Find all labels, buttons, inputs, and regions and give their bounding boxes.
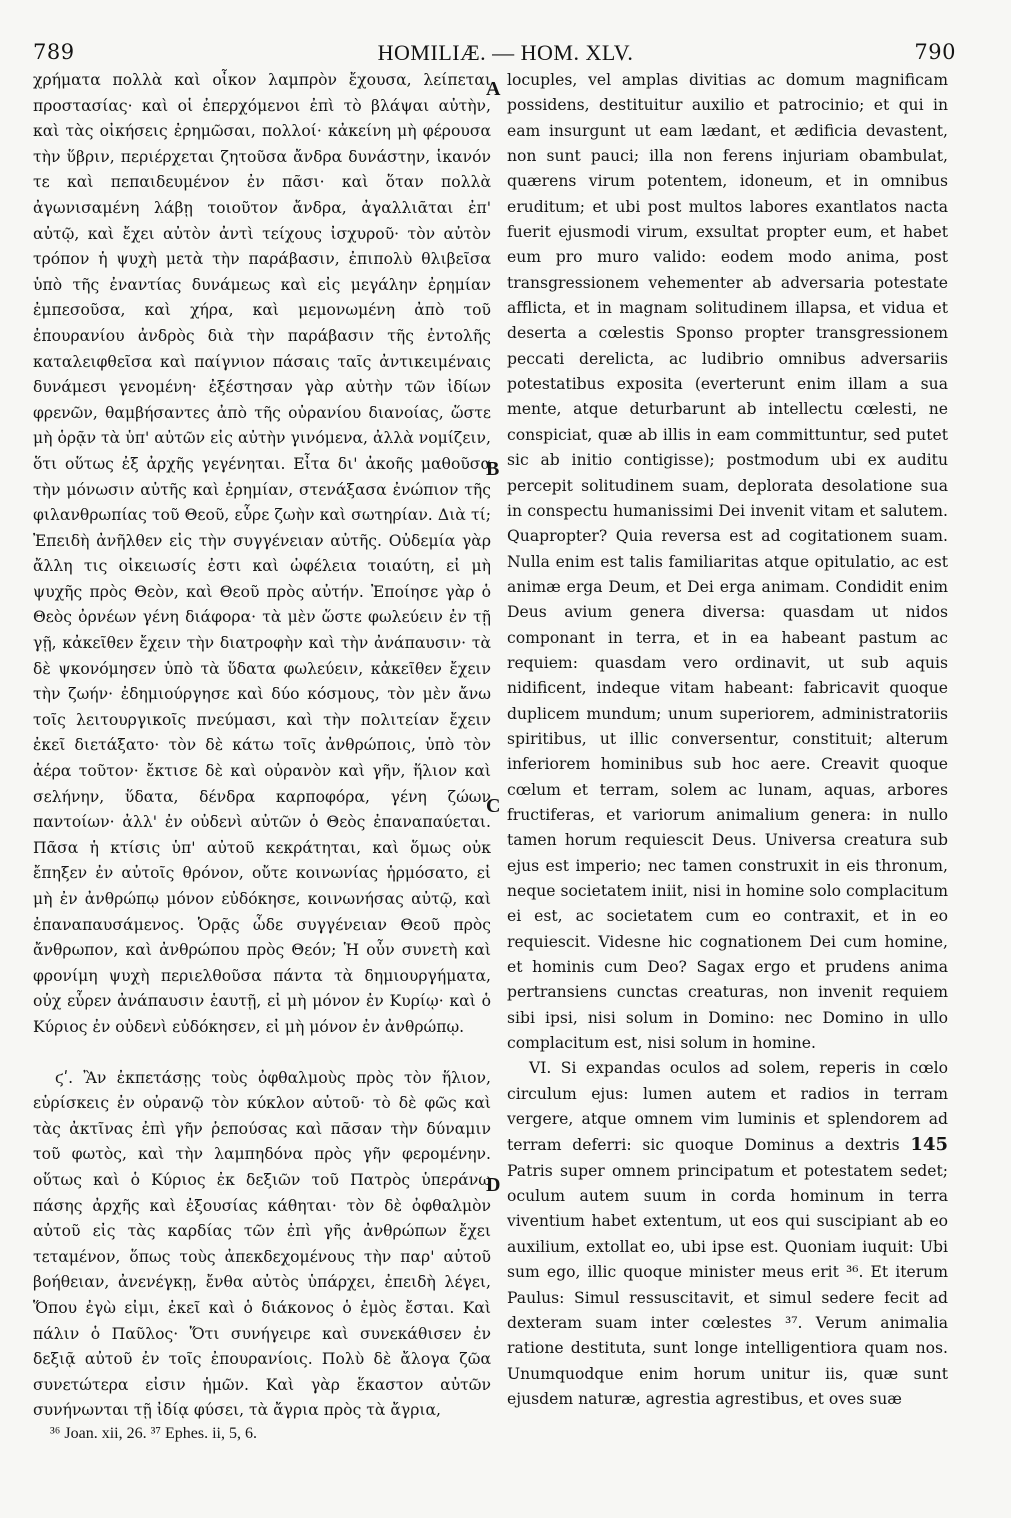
margin-letter-b: B [486,458,500,480]
footnotes: ³⁶ Joan. xii, 26. ³⁷ Ephes. ii, 5, 6. [50,1425,257,1442]
margin-letter-a: A [486,78,501,100]
page-header [0,40,1011,68]
greek-paragraph-1: χρήματα πολλὰ καὶ οἶκον λαμπρὸν ἔχουσα, λείπεται προστασίας· καὶ οἱ ἐπερχόμενοι ἐπὶ τὸ βλάψαι αὐτὴν, καὶ τὰς οἰκήσεις ἐρημῶσαι, πολλοί· κἀκείνη μὴ φέρουσα τὴν ὕβριν, περιέρχεται ζητοῦσα ἄνδρα δυνάστην, ἱκανόν τε καὶ πεπαιδευμένον ἐν πᾶσι· καὶ ὅταν πολλὰ ἀγωνισαμένη λάβῃ τοιοῦτον ἄνδρα, ἀγαλλιᾶται ἐπ' αὐτῷ, καὶ ἔχει αὐτὸν ἀντὶ τείχους ἰσχυροῦ· τὸν αὐτὸν τρόπον ἡ ψυχὴ μετὰ τὴν παράβασιν, ἐπιπολὺ θλιβεῖσα ὑπὸ τῆς ἐναντίας δυνάμεως καὶ εἰς μεγάλην ἐρημίαν ἐμπεσοῦσα, καὶ χήρα, καὶ μεμονωμένη ἀπὸ τοῦ ἐπουρανίου ἀνδρὸς διὰ τὴν παράβασιν τῆς ἐντολῆς καταλειφθεῖσα καὶ παίγνιον πάσαις ταῖς ἀντικειμέναις δυνάμεσι γενομένη· ἐξέστησαν γὰρ αὐτὴν τῶν ἰδίων φρενῶν, θαμβήσαντες ἀπὸ τῆς οὐρανίου διανοίας, ὥστε μὴ ὁρᾷν τὰ ὑπ' αὐτῶν εἰς αὐτὴν γινόμενα, ἀλλὰ νομίζειν, ὅτι οὕτως ἐξ ἀρχῆς γεγένηται. Εἶτα δι' ἀκοῆς μαθοῦσα τὴν μόνωσιν αὐτῆς καὶ ἐρημίαν, στενάξασα ἐνώπιον τῆς φιλανθρωπίας τοῦ Θεοῦ, εὗρε ζωὴν καὶ σωτηρίαν. Διὰ τί; Ἐπειδὴ ἀνῆλθεν εἰς τὴν συγγένειαν αὐτῆς. Οὐδεμία γὰρ ἄλλη τις οἰκειωσίς ἐστι καὶ ὠφέλεια τοιαύτη, εἰ μὴ ψυχῆς πρὸς Θεὸν, καὶ Θεοῦ πρὸς αὐτήν. Ἐποίησε γὰρ ὁ Θεὸς ὀρνέων γένη διάφορα· τὰ μὲν ὥστε φωλεύειν ἐν τῇ γῇ, κἀκεῖθεν ἔχειν τὴν διατροφὴν καὶ τὴν ἀνάπαυσιν· τὰ δὲ ψκονόμησεν ὑπὸ τὰ ὕδατα φωλεύειν, κἀκεῖθεν ἔχειν τὴν ζωήν· ἐδημιούργησε καὶ δύο κόσμους, τὸν μὲν ἄνω τοῖς λειτουργικοῖς πνεύμασι, καὶ τὴν πολιτείαν ἔχειν ἐκεῖ διετάξατο· τὸν δὲ κάτω τοῖς ἀνθρώποις, ὑπὸ τὸν ἀέρα τοῦτον· ἔκτισε δὲ καὶ οὐρανὸν καὶ γῆν, ἥλιον καὶ σελήνην, ὕδατα, δένδρα καρποφόρα, γένη ζώων παντοίων· ἀλλ' ἐν οὐδενὶ αὐτῶν ὁ Θεὸς ἐπαναπαύεται. Πᾶσα ἡ κτίσις ὑπ' αὐτοῦ κεκράτηται, καὶ ὅμως οὐκ ἔπηξεν ἐν αὐτοῖς θρόνον, οὔτε κοινωνίας ἡρμόσατο, εἰ μὴ ἐν ἀνθρώπῳ μόνον εὐδόκησε, κοινωνήσας αὐτῷ, καὶ ἐπαναπαυσάμενος. Ὁρᾷς ὧδε συγγένειαν Θεοῦ πρὸς ἄνθρωπον, καὶ ἀνθρώπου πρὸς Θεόν; Ἡ οὖν συνετὴ καὶ φρονίμη ψυχὴ περιελθοῦσα πάντα τὰ δημιουργήματα, οὐχ εὗρεν ἀνάπαυσιν ἑαυτῇ, εἰ μὴ μόνον ἐν Κυρίῳ· καὶ ὁ Κύριος ἐν οὐδενὶ εὐδόκησεν, εἰ μὴ μόνον ἐν ἀνθρώπῳ. [33,71,491,1036]
latin-column [507,68,948,1412]
running-title: HOMILIÆ. — HOM. XLV. [377,40,634,65]
margin-letter-d: D [486,1174,501,1196]
latin-paragraph-1: locuples, vel amplas divitias ac domum magnificam possidens, destituitur auxilio et patrocinio; et qui in eam insurgunt ut eam lædant, et ædificia devastent, non sunt pauci; illa non ferens injuriam obambulat, quærens virum potentem, idoneum, et in omnibus eruditum; et ubi post multos labores exantlatos nacta fuerit ejusmodi virum, exsultat propter eum, et habet eum pro muro valido: eodem modo anima, post transgressionem vehementer ab adversaria potestate afflicta, et in magnam solitudinem illapsa, et vidua et deserta a cœlestis Sponso propter transgressionem peccati derelicta, ac ludibrio omnibus adversariis potestatibus exposita (everterunt enim illam a sua mente, atque deturbarunt ab intellectu cœlesti, ne conspiciat, quæ ab illis in eam committuntur, sed putet sic ab initio contigisse); postmodum ubi ex auditu percepit solitudinem suam, deplorata desolatione sua in conspectu humanissimi Dei invenit vitam et salutem. Quapropter? Quia reversa est ad cogitationem suam. Nulla enim est talis familiaritas atque opitulatio, ac est animæ erga Deum, et Dei erga animam. Condidit enim Deus avium genera diversa: quasdam ut nidos componant in terra, et in ea habeant pastum ac requiem: quasdam vero ordinavit, ut sub aquis nidificent, indeque vitam habeant: fabricavit quoque duplicem mundum; unum superiorem, administratoriis spiritibus, ut illic conversentur, constituit; alterum inferiorem hominibus sub hoc aere. Creavit quoque cœlum et terram, solem ac lunam, aquas, arbores fructiferas, et variorum animalium genera: in nullo tamen horum requiescit Deus. Universa creatura sub ejus est imperio; nec tamen construxit in eis thronum, neque societatem iniit, nisi in homine solo complacitum ei est, ac societatem cum eo contraxit, et in eo requiescit. Videsne hic cognationem Dei cum homine, et hominis cum Deo? Sagax ergo et prudens anima pertransiens cunctas creaturas, non invenit requiem sibi ipsi, nisi solum in Domino: nec Domino in ullo complacitum est, nisi solum in homine. [507,71,948,1053]
page-number-right: 790 [914,40,956,64]
column-number: 145 [910,1134,948,1156]
latin-paragraph-2 [507,1056,948,1412]
page-number-left: 789 [33,40,75,64]
greek-column [33,68,491,1424]
latin-paragraph-2-start: VI. Si expandas oculos ad solem, reperis in cœlo circulum ejus: lumen autem et radios in terram vergere, atque omnem vim luminis et splendorem ad terram deferri: sic quoque Dominus a dextris [507,1059,948,1155]
margin-letter-c: C [486,795,501,817]
greek-paragraph-2: ϛʹ. Ἂν ἐκπετάσῃς τοὺς ὀφθαλμοὺς πρὸς τὸν ἥλιον, εὑρίσκεις ἐν οὐρανῷ τὸν κύκλον αὐτοῦ· τὸ δὲ φῶς καὶ τὰς ἀκτῖνας ἐπὶ γῆν ῥεπούσας καὶ πᾶσαν τὴν δύναμιν τοῦ φωτὸς, καὶ τὴν λαμπηδόνα πρὸς γῆν φερομένην. οὕτως καὶ ὁ Κύριος ἐκ δεξιῶν τοῦ Πατρὸς ὑπεράνω πάσης ἀρχῆς καὶ ἐξουσίας κάθηται· τὸν δὲ ὀφθαλμὸν αὐτοῦ εἰς τὰς καρδίας τῶν ἐπὶ γῆς ἀνθρώπων ἔχει τεταμένον, ὅπως τοὺς ἀπεκδεχομένους τὴν παρ' αὐτοῦ βοήθειαν, ἀνενέγκῃ, ἔνθα αὐτὸς ὑπάρχει, ἐπειδὴ λέγει, Ὅπου ἐγὼ εἰμι, ἐκεῖ καὶ ὁ διάκονος ὁ ἐμὸς ἔσται. Καὶ πάλιν ὁ Παῦλος· Ὅτι συνήγειρε καὶ συνεκάθισεν ἐν δεξιᾷ αὐτοῦ ἐν τοῖς ἐπουρανίοις. Πολὺ δὲ ἄλογα ζῶα συνετώτερα εἰσιν ἡμῶν. Καὶ γὰρ ἕκαστον αὐτῶν συνήνωνται τῇ ἰδίᾳ φύσει, τὰ ἄγρια πρὸς τὰ ἄγρια, [33,1068,491,1420]
latin-paragraph-2-end: Patris super omnem principatum et potestatem sedet; oculum autem suum in corda hominum in terra viventium habet extentum, ut eos qui suscipiant ab eo auxilium, extollat eo, ubi ipse est. Quoniam iuquit: Ubi sum ego, illic quoque minister meus erit ³⁶. Et iterum Paulus: Simul ressuscitavit, et simul sedere fecit ad dexteram suam inter cœlestes ³⁷. Verum animalia ratione destituta, sunt longe intelligentiora quam nos. Unumquodque enim horum unitur iis, quæ sunt ejusdem naturæ, agrestia agrestibus, et oves suæ [507,1161,948,1408]
